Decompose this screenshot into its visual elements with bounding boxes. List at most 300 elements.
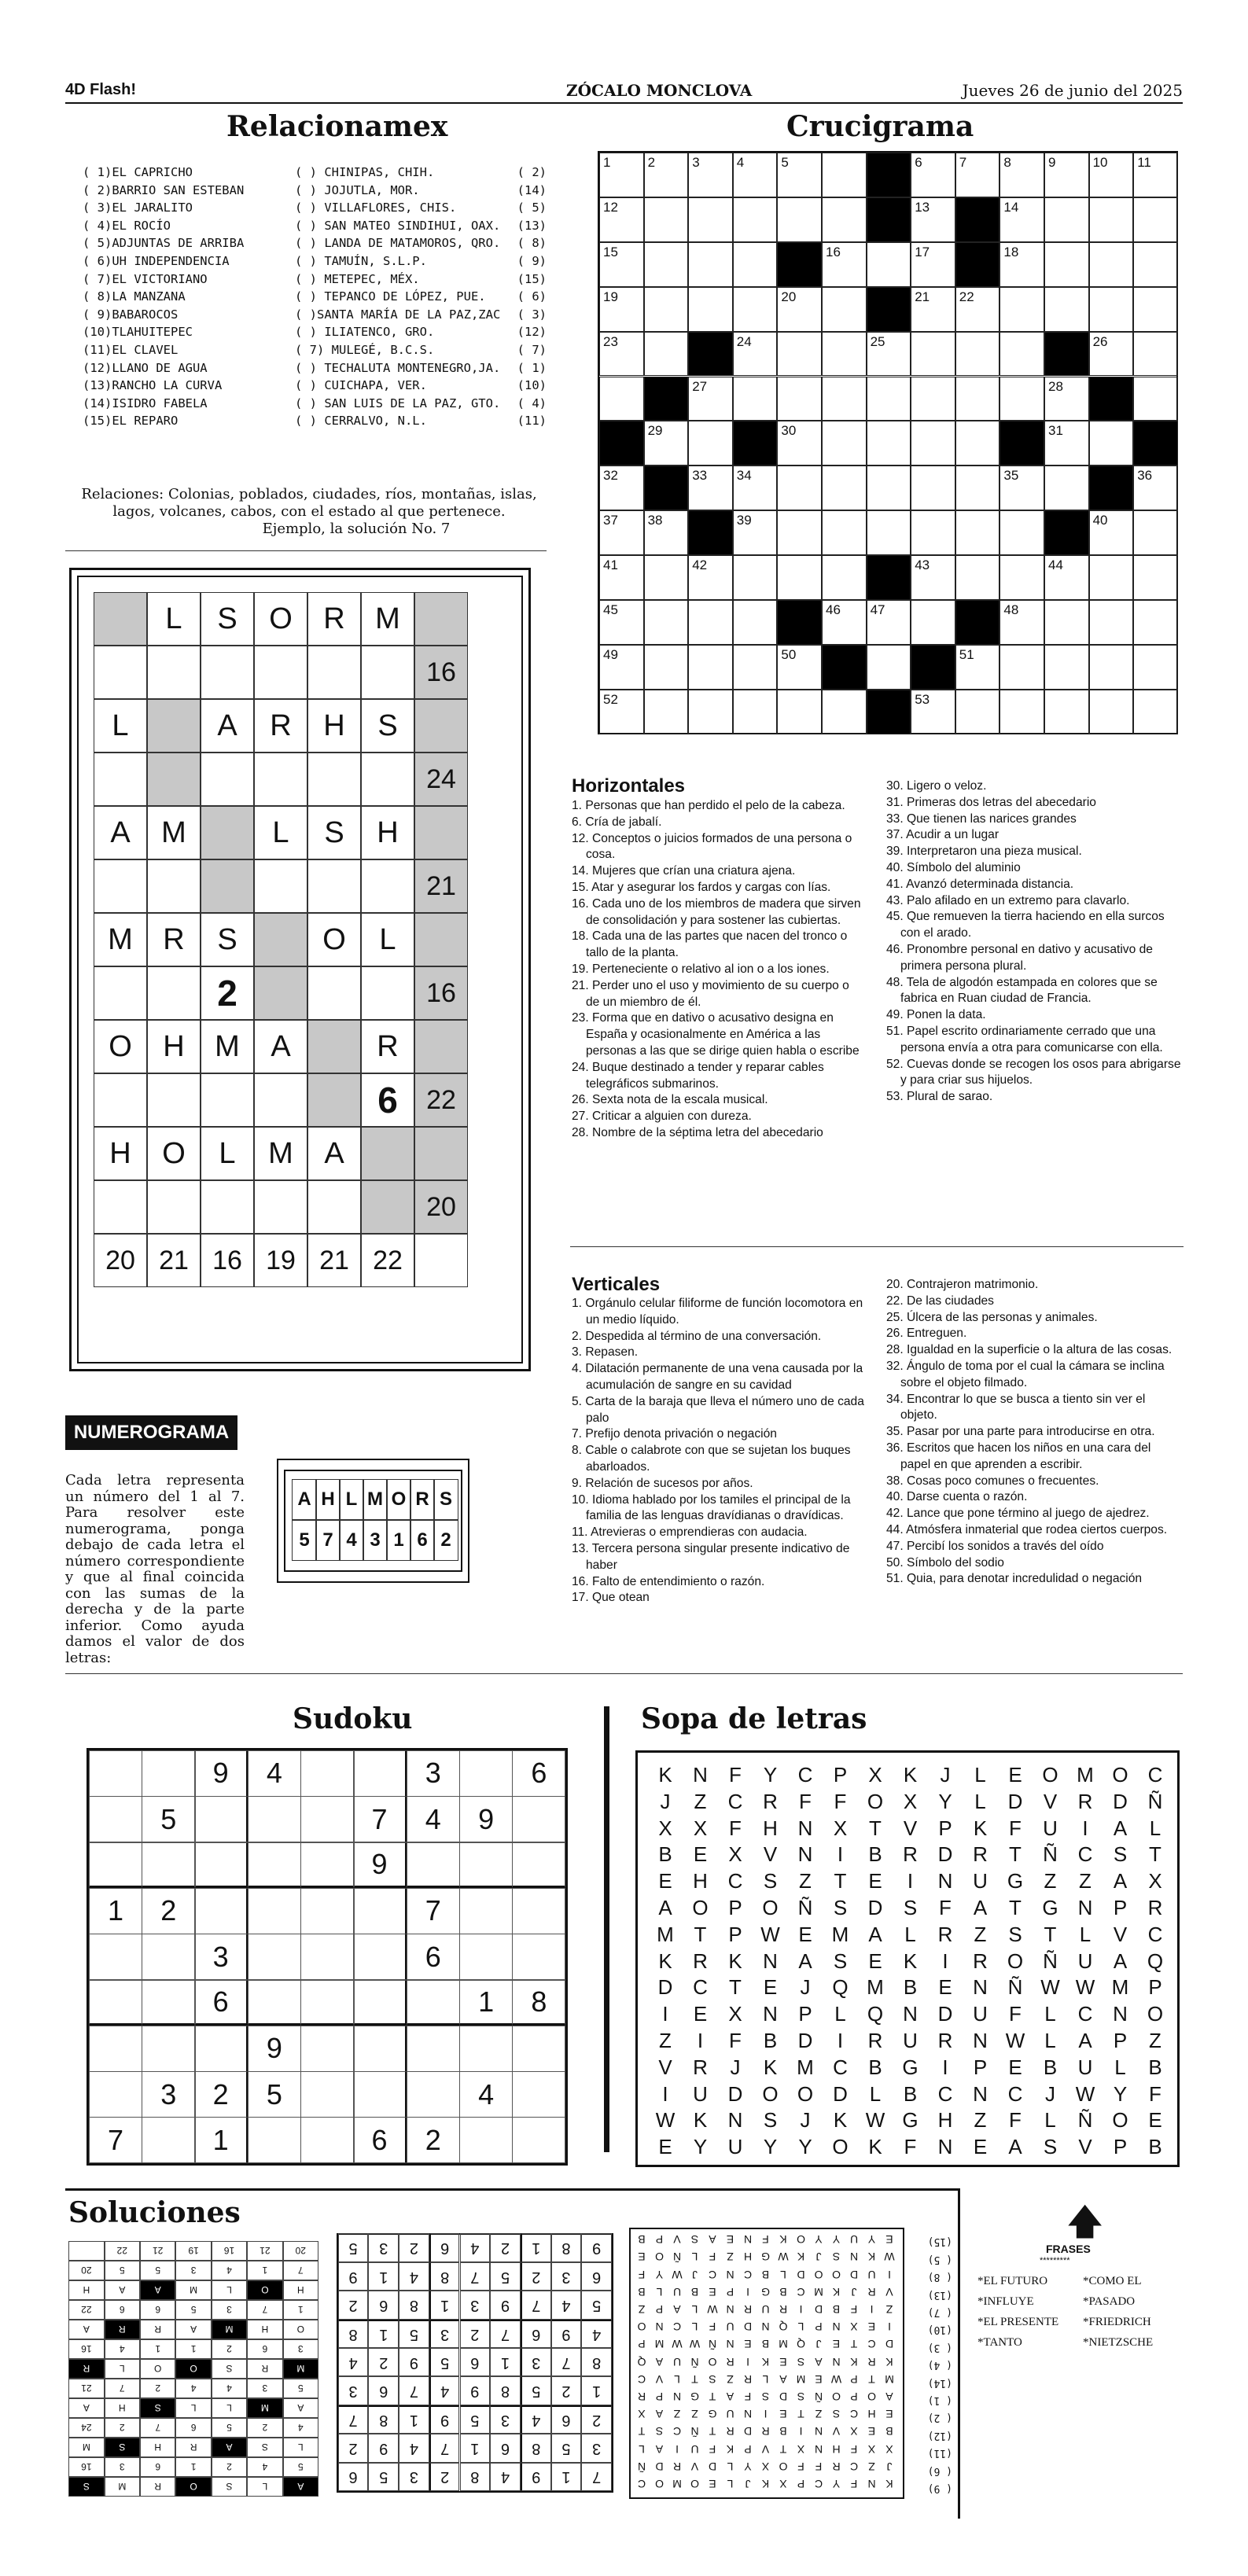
crossword-cell[interactable] bbox=[955, 153, 1000, 197]
word-search-letter[interactable]: X bbox=[693, 1816, 708, 1840]
crossword-cell[interactable] bbox=[599, 287, 644, 332]
word-search-letter[interactable]: Q bbox=[867, 2002, 884, 2026]
crossword-cell[interactable] bbox=[644, 332, 689, 377]
sudoku-cell[interactable] bbox=[512, 2117, 565, 2163]
word-search-letter[interactable]: Y bbox=[938, 1789, 952, 1813]
sudoku-cell[interactable] bbox=[248, 1934, 301, 1980]
word-search-letter[interactable]: S bbox=[903, 1896, 918, 1919]
word-search-letter[interactable]: R bbox=[937, 1922, 953, 1946]
word-search-letter[interactable]: B bbox=[1148, 2135, 1162, 2159]
word-search-letter[interactable]: I bbox=[1082, 1816, 1088, 1840]
word-search-letter[interactable]: X bbox=[868, 1763, 882, 1787]
crossword-cell[interactable] bbox=[733, 555, 778, 600]
word-search-letter[interactable]: Y bbox=[763, 2135, 778, 2159]
word-search-letter[interactable]: P bbox=[833, 1763, 848, 1787]
word-search-letter[interactable]: T bbox=[1149, 1842, 1161, 1867]
word-search-letter[interactable]: Ñ bbox=[1077, 2108, 1093, 2133]
word-search-letter[interactable]: P bbox=[938, 1816, 952, 1840]
sudoku-cell[interactable] bbox=[300, 1980, 354, 2026]
crossword-cell[interactable] bbox=[688, 287, 733, 332]
sudoku-cell[interactable] bbox=[89, 1980, 142, 2026]
word-search-letter[interactable]: X bbox=[728, 1842, 742, 1867]
crossword-cell[interactable] bbox=[822, 600, 867, 645]
word-search-letter[interactable]: C bbox=[727, 1869, 743, 1893]
word-search-letter[interactable]: K bbox=[693, 2108, 708, 2133]
word-search-letter[interactable]: M bbox=[657, 1922, 674, 1946]
word-search-letter[interactable]: P bbox=[973, 2055, 988, 2079]
sudoku-cell[interactable] bbox=[248, 1888, 301, 1934]
word-search-letter[interactable]: M bbox=[1077, 1763, 1094, 1787]
word-search-letter[interactable]: D bbox=[937, 2002, 953, 2026]
sudoku-cell[interactable] bbox=[354, 1750, 407, 1797]
word-search-letter[interactable]: U bbox=[903, 2029, 918, 2052]
crossword-cell[interactable] bbox=[777, 377, 822, 421]
word-search-letter[interactable]: Ñ bbox=[1147, 1789, 1163, 1813]
crossword-cell[interactable] bbox=[1133, 153, 1178, 197]
crossword-cell[interactable] bbox=[599, 242, 644, 287]
word-search-letter[interactable]: A bbox=[1113, 1816, 1128, 1840]
word-search-letter[interactable]: P bbox=[1148, 1975, 1162, 2000]
crossword-cell[interactable] bbox=[955, 466, 1000, 510]
sudoku-cell[interactable] bbox=[89, 1750, 142, 1797]
sudoku-cell[interactable] bbox=[248, 1842, 301, 1889]
word-search-letter[interactable]: L bbox=[1079, 1922, 1092, 1946]
word-search-letter[interactable]: S bbox=[763, 2108, 778, 2133]
word-search-letter[interactable]: B bbox=[658, 1842, 672, 1867]
crossword-cell[interactable] bbox=[1044, 690, 1089, 734]
word-search-letter[interactable]: I bbox=[662, 2002, 668, 2026]
word-search-letter[interactable]: Q bbox=[1147, 1949, 1164, 1973]
crossword-cell[interactable] bbox=[599, 153, 644, 197]
word-search-letter[interactable]: D bbox=[727, 2081, 743, 2106]
crossword-cell[interactable] bbox=[688, 197, 733, 242]
word-search-letter[interactable]: X bbox=[728, 2002, 742, 2026]
word-search-letter[interactable]: G bbox=[902, 2108, 919, 2133]
word-search-letter[interactable]: T bbox=[729, 1975, 742, 2000]
word-search-letter[interactable]: B bbox=[763, 2029, 778, 2052]
crossword-cell[interactable] bbox=[911, 690, 955, 734]
crossword-cell[interactable] bbox=[911, 600, 955, 645]
sudoku-cell[interactable] bbox=[300, 1750, 354, 1797]
word-search-letter[interactable]: X bbox=[1148, 1869, 1162, 1893]
sudoku-cell[interactable] bbox=[195, 1888, 248, 1934]
word-search-letter[interactable]: N bbox=[937, 1869, 953, 1893]
word-search-letter[interactable]: X bbox=[658, 1816, 672, 1840]
word-search-letter[interactable]: N bbox=[727, 2108, 743, 2133]
word-search-letter[interactable]: T bbox=[694, 1922, 707, 1946]
word-search-letter[interactable]: V bbox=[1078, 2135, 1092, 2159]
word-search-letter[interactable]: N bbox=[973, 2081, 988, 2106]
crossword-cell[interactable] bbox=[1000, 332, 1044, 377]
word-search-letter[interactable]: M bbox=[1111, 1975, 1129, 2000]
sudoku-cell[interactable] bbox=[354, 2071, 407, 2118]
word-search-letter[interactable]: E bbox=[658, 1869, 672, 1893]
crossword-cell[interactable] bbox=[867, 377, 911, 421]
word-search-letter[interactable]: J bbox=[800, 2108, 811, 2133]
crossword-cell[interactable] bbox=[1133, 600, 1178, 645]
crossword-cell[interactable] bbox=[1000, 466, 1044, 510]
crossword-cell[interactable] bbox=[644, 645, 689, 690]
crossword-cell[interactable] bbox=[911, 153, 955, 197]
word-search-letter[interactable]: E bbox=[973, 2135, 988, 2159]
crossword-cell[interactable] bbox=[1133, 466, 1178, 510]
crossword-cell[interactable] bbox=[733, 197, 778, 242]
sudoku-cell[interactable] bbox=[248, 1980, 301, 2026]
word-search-letter[interactable]: D bbox=[657, 1975, 673, 2000]
word-search-letter[interactable]: E bbox=[658, 2135, 672, 2159]
crossword-cell[interactable] bbox=[1133, 555, 1178, 600]
crossword-cell[interactable] bbox=[1044, 645, 1089, 690]
word-search-letter[interactable]: N bbox=[693, 1763, 708, 1787]
word-search-letter[interactable]: A bbox=[868, 1922, 882, 1946]
word-search-letter[interactable]: I bbox=[837, 2029, 844, 2052]
crossword-cell[interactable] bbox=[822, 510, 867, 555]
sudoku-cell[interactable] bbox=[459, 1842, 513, 1889]
word-search-letter[interactable]: Z bbox=[799, 1869, 812, 1893]
word-search-letter[interactable]: S bbox=[763, 1869, 778, 1893]
sudoku-cell[interactable] bbox=[142, 1750, 195, 1797]
word-search-letter[interactable]: X bbox=[903, 1789, 918, 1813]
word-search-letter[interactable]: R bbox=[693, 2055, 708, 2079]
word-search-letter[interactable]: E bbox=[1148, 2108, 1162, 2133]
crossword-cell[interactable] bbox=[911, 377, 955, 421]
word-search-letter[interactable]: G bbox=[1042, 1896, 1058, 1919]
crossword-cell[interactable] bbox=[955, 332, 1000, 377]
word-search-letter[interactable]: C bbox=[727, 1789, 743, 1813]
crossword-cell[interactable] bbox=[911, 242, 955, 287]
crossword-cell[interactable] bbox=[822, 197, 867, 242]
crossword-cell[interactable] bbox=[911, 287, 955, 332]
word-search-letter[interactable]: B bbox=[868, 1842, 882, 1867]
word-search-letter[interactable]: U bbox=[973, 1869, 988, 1893]
word-search-letter[interactable]: O bbox=[867, 1789, 884, 1813]
word-search-letter[interactable]: R bbox=[867, 2029, 883, 2052]
crossword-cell[interactable] bbox=[688, 153, 733, 197]
word-search-letter[interactable]: F bbox=[799, 1789, 812, 1813]
word-search-letter[interactable]: L bbox=[834, 2002, 846, 2026]
crossword-cell[interactable] bbox=[599, 377, 644, 421]
crossword-cell[interactable] bbox=[822, 690, 867, 734]
crossword-cell[interactable] bbox=[1044, 377, 1089, 421]
word-search-letter[interactable]: R bbox=[973, 1949, 988, 1973]
crossword-cell[interactable] bbox=[1133, 377, 1178, 421]
word-search-letter[interactable]: S bbox=[1043, 2135, 1058, 2159]
word-search-letter[interactable]: E bbox=[763, 1975, 778, 2000]
crossword-cell[interactable] bbox=[733, 287, 778, 332]
crossword-cell[interactable] bbox=[867, 466, 911, 510]
word-search-letter[interactable]: T bbox=[834, 1869, 847, 1893]
crossword-cell[interactable] bbox=[1133, 645, 1178, 690]
crossword-cell[interactable] bbox=[1089, 242, 1134, 287]
word-search-letter[interactable]: L bbox=[1149, 1816, 1161, 1840]
crossword-cell[interactable] bbox=[1000, 197, 1044, 242]
word-search-letter[interactable]: W bbox=[760, 1922, 780, 1946]
word-search-letter[interactable]: A bbox=[973, 1896, 988, 1919]
sudoku-cell[interactable] bbox=[300, 1842, 354, 1889]
word-search-letter[interactable]: K bbox=[868, 2135, 882, 2159]
word-search-letter[interactable]: C bbox=[833, 2055, 848, 2079]
word-search-letter[interactable]: Ñ bbox=[797, 1896, 813, 1919]
word-search-letter[interactable]: U bbox=[1077, 1949, 1093, 1973]
sudoku-cell[interactable] bbox=[512, 2071, 565, 2118]
word-search-letter[interactable]: K bbox=[833, 2108, 848, 2133]
crossword-cell[interactable] bbox=[1000, 377, 1044, 421]
word-search-letter[interactable]: M bbox=[831, 1922, 849, 1946]
crossword-cell[interactable] bbox=[688, 242, 733, 287]
word-search-letter[interactable]: R bbox=[973, 1842, 988, 1867]
word-search-letter[interactable]: O bbox=[1007, 1949, 1024, 1973]
word-search-letter[interactable]: T bbox=[1009, 1896, 1022, 1919]
crossword-cell[interactable] bbox=[1089, 600, 1134, 645]
word-search-letter[interactable]: Z bbox=[974, 2108, 987, 2133]
word-search-letter[interactable]: P bbox=[798, 2002, 812, 2026]
crossword-cell[interactable] bbox=[867, 242, 911, 287]
word-search-letter[interactable]: F bbox=[729, 2029, 742, 2052]
crossword-cell[interactable] bbox=[1000, 242, 1044, 287]
crossword-cell[interactable] bbox=[1089, 645, 1134, 690]
word-search-letter[interactable]: E bbox=[938, 1975, 952, 2000]
sudoku-cell[interactable] bbox=[354, 1934, 407, 1980]
crossword-cell[interactable] bbox=[1133, 690, 1178, 734]
sudoku-cell[interactable] bbox=[142, 1934, 195, 1980]
crossword-cell[interactable] bbox=[733, 600, 778, 645]
sudoku-cell[interactable] bbox=[512, 2026, 565, 2072]
word-search-letter[interactable]: F bbox=[939, 1896, 952, 1919]
word-search-letter[interactable]: B bbox=[903, 1975, 918, 2000]
word-search-letter[interactable]: D bbox=[937, 1842, 953, 1867]
crossword-cell[interactable] bbox=[1089, 197, 1134, 242]
word-search-letter[interactable]: F bbox=[834, 1789, 847, 1813]
word-search-letter[interactable]: N bbox=[973, 1975, 988, 2000]
sudoku-cell[interactable] bbox=[459, 2117, 513, 2163]
word-search-letter[interactable]: F bbox=[1149, 2081, 1161, 2106]
crossword-cell[interactable] bbox=[955, 287, 1000, 332]
word-search-letter[interactable]: E bbox=[693, 1842, 708, 1867]
crossword-cell[interactable] bbox=[1044, 242, 1089, 287]
sudoku-cell[interactable] bbox=[248, 2117, 301, 2163]
sudoku-cell[interactable] bbox=[195, 2026, 248, 2072]
crossword-cell[interactable] bbox=[644, 153, 689, 197]
sudoku-cell[interactable] bbox=[248, 1796, 301, 1842]
crossword-cell[interactable] bbox=[867, 645, 911, 690]
sudoku-cell[interactable] bbox=[89, 2026, 142, 2072]
word-search-letter[interactable]: N bbox=[1113, 2002, 1128, 2026]
crossword-cell[interactable] bbox=[733, 510, 778, 555]
word-search-letter[interactable]: B bbox=[1043, 2055, 1058, 2079]
word-search-letter[interactable]: J bbox=[660, 1789, 671, 1813]
word-search-letter[interactable]: F bbox=[729, 1816, 742, 1840]
sudoku-cell[interactable] bbox=[459, 1888, 513, 1934]
crossword-cell[interactable] bbox=[688, 377, 733, 421]
word-search-letter[interactable]: F bbox=[904, 2135, 917, 2159]
sudoku-cell[interactable] bbox=[512, 1842, 565, 1889]
crossword-cell[interactable] bbox=[688, 555, 733, 600]
crossword-cell[interactable] bbox=[1089, 332, 1134, 377]
crossword-cell[interactable] bbox=[1089, 555, 1134, 600]
word-search-letter[interactable]: P bbox=[1113, 2135, 1128, 2159]
word-search-letter[interactable]: K bbox=[973, 1816, 988, 1840]
crossword-cell[interactable] bbox=[1000, 600, 1044, 645]
crossword-cell[interactable] bbox=[1000, 645, 1044, 690]
word-search-letter[interactable]: D bbox=[867, 1896, 883, 1919]
word-search-letter[interactable]: U bbox=[1077, 2055, 1093, 2079]
crossword-cell[interactable] bbox=[733, 645, 778, 690]
crossword-cell[interactable] bbox=[777, 153, 822, 197]
sudoku-cell[interactable] bbox=[300, 1934, 354, 1980]
word-search-letter[interactable]: F bbox=[1009, 2002, 1022, 2026]
word-search-letter[interactable]: T bbox=[1044, 1922, 1057, 1946]
sudoku-cell[interactable] bbox=[300, 2117, 354, 2163]
sudoku-cell[interactable] bbox=[89, 1796, 142, 1842]
word-search-letter[interactable]: O bbox=[762, 2081, 779, 2106]
sudoku-cell[interactable] bbox=[300, 1888, 354, 1934]
sudoku-cell[interactable] bbox=[142, 2026, 195, 2072]
crossword-cell[interactable] bbox=[688, 421, 733, 466]
word-search-letter[interactable]: L bbox=[904, 1922, 916, 1946]
word-search-letter[interactable]: I bbox=[942, 2055, 948, 2079]
crossword-cell[interactable] bbox=[1000, 510, 1044, 555]
word-search-letter[interactable]: E bbox=[798, 1922, 812, 1946]
word-search-letter[interactable]: V bbox=[1113, 1922, 1128, 1946]
word-search-letter[interactable]: D bbox=[833, 2081, 848, 2106]
word-search-letter[interactable]: C bbox=[693, 1975, 708, 2000]
word-search-letter[interactable]: O bbox=[1147, 2002, 1164, 2026]
word-search-letter[interactable]: R bbox=[903, 1842, 918, 1867]
crossword-cell[interactable] bbox=[777, 332, 822, 377]
word-search-letter[interactable]: Z bbox=[659, 2029, 672, 2052]
word-search-letter[interactable]: I bbox=[837, 1842, 844, 1867]
crossword-cell[interactable] bbox=[1133, 242, 1178, 287]
crossword-cell[interactable] bbox=[911, 555, 955, 600]
word-search-letter[interactable]: J bbox=[940, 1763, 951, 1787]
crossword-cell[interactable] bbox=[1000, 153, 1044, 197]
word-search-letter[interactable]: B bbox=[903, 2081, 918, 2106]
crossword-cell[interactable] bbox=[867, 600, 911, 645]
crossword-cell[interactable] bbox=[599, 510, 644, 555]
crossword-cell[interactable] bbox=[777, 690, 822, 734]
crossword-cell[interactable] bbox=[1089, 287, 1134, 332]
word-search-letter[interactable]: O bbox=[832, 2135, 849, 2159]
sudoku-cell[interactable] bbox=[142, 2117, 195, 2163]
sudoku-cell[interactable] bbox=[142, 1980, 195, 2026]
sudoku-cell[interactable] bbox=[300, 2026, 354, 2072]
crossword-cell[interactable] bbox=[688, 600, 733, 645]
crossword-cell[interactable] bbox=[644, 197, 689, 242]
word-search-letter[interactable]: C bbox=[1077, 2002, 1093, 2026]
word-search-letter[interactable]: V bbox=[763, 1842, 778, 1867]
word-search-letter[interactable]: X bbox=[833, 1816, 848, 1840]
word-search-letter[interactable]: Z bbox=[1079, 1869, 1092, 1893]
word-search-letter[interactable]: I bbox=[697, 2029, 704, 2052]
crossword-cell[interactable] bbox=[1133, 332, 1178, 377]
word-search-letter[interactable]: R bbox=[1077, 1789, 1093, 1813]
word-search-letter[interactable]: R bbox=[693, 1949, 708, 1973]
crossword-cell[interactable] bbox=[1044, 153, 1089, 197]
crossword-cell[interactable] bbox=[733, 466, 778, 510]
crossword-cell[interactable] bbox=[1133, 197, 1178, 242]
crossword-cell[interactable] bbox=[867, 510, 911, 555]
word-search-letter[interactable]: D bbox=[1113, 1789, 1128, 1813]
crossword-cell[interactable] bbox=[822, 287, 867, 332]
word-search-letter[interactable]: O bbox=[692, 1896, 709, 1919]
word-search-letter[interactable]: G bbox=[902, 2055, 919, 2079]
crossword-cell[interactable] bbox=[955, 510, 1000, 555]
word-search-letter[interactable]: U bbox=[973, 2002, 988, 2026]
sudoku-cell[interactable] bbox=[512, 1888, 565, 1934]
word-search-letter[interactable]: V bbox=[903, 1816, 918, 1840]
word-search-letter[interactable]: P bbox=[1113, 1896, 1128, 1919]
sudoku-cell[interactable] bbox=[407, 2026, 460, 2072]
crossword-cell[interactable] bbox=[911, 197, 955, 242]
word-search-letter[interactable]: K bbox=[658, 1763, 672, 1787]
word-search-letter[interactable]: A bbox=[1008, 2135, 1022, 2159]
crossword-cell[interactable] bbox=[822, 421, 867, 466]
word-search-letter[interactable]: S bbox=[833, 1949, 848, 1973]
sudoku-cell[interactable] bbox=[89, 2071, 142, 2118]
word-search-letter[interactable]: U bbox=[727, 2135, 743, 2159]
word-search-letter[interactable]: T bbox=[869, 1816, 882, 1840]
sudoku-cell[interactable] bbox=[142, 1842, 195, 1889]
crossword-cell[interactable] bbox=[644, 555, 689, 600]
word-search-letter[interactable]: E bbox=[693, 2002, 708, 2026]
word-search-letter[interactable]: W bbox=[865, 2108, 885, 2133]
crossword-cell[interactable] bbox=[599, 332, 644, 377]
word-search-letter[interactable]: A bbox=[1078, 2029, 1092, 2052]
crossword-cell[interactable] bbox=[777, 421, 822, 466]
crossword-cell[interactable] bbox=[911, 510, 955, 555]
word-search-letter[interactable]: Y bbox=[1113, 2081, 1128, 2106]
sudoku-cell[interactable] bbox=[300, 1796, 354, 1842]
word-search-letter[interactable]: O bbox=[1042, 1763, 1058, 1787]
crossword-cell[interactable] bbox=[733, 332, 778, 377]
word-search-letter[interactable]: P bbox=[728, 1922, 742, 1946]
crossword-cell[interactable] bbox=[599, 600, 644, 645]
word-search-letter[interactable]: S bbox=[1008, 1922, 1022, 1946]
word-search-letter[interactable]: Ñ bbox=[1007, 1975, 1023, 2000]
crossword-cell[interactable] bbox=[911, 421, 955, 466]
word-search-letter[interactable]: C bbox=[1077, 1842, 1093, 1867]
crossword-cell[interactable] bbox=[867, 332, 911, 377]
word-search-letter[interactable]: M bbox=[867, 1975, 884, 2000]
word-search-letter[interactable]: C bbox=[937, 2081, 953, 2106]
crossword-cell[interactable] bbox=[644, 287, 689, 332]
crossword-cell[interactable] bbox=[777, 645, 822, 690]
word-search-letter[interactable]: C bbox=[797, 1763, 813, 1787]
word-search-letter[interactable]: I bbox=[942, 1949, 948, 1973]
crossword-cell[interactable] bbox=[1089, 153, 1134, 197]
word-search-letter[interactable]: U bbox=[1043, 1816, 1058, 1840]
crossword-cell[interactable] bbox=[733, 690, 778, 734]
sudoku-cell[interactable] bbox=[512, 1796, 565, 1842]
word-search-letter[interactable]: A bbox=[1113, 1869, 1128, 1893]
word-search-letter[interactable]: L bbox=[1044, 2002, 1056, 2026]
crossword-cell[interactable] bbox=[733, 242, 778, 287]
crossword-cell[interactable] bbox=[867, 421, 911, 466]
crossword-cell[interactable] bbox=[955, 690, 1000, 734]
crossword-cell[interactable] bbox=[1133, 287, 1178, 332]
crossword-cell[interactable] bbox=[733, 377, 778, 421]
word-search-letter[interactable]: C bbox=[1147, 1763, 1163, 1787]
sudoku-cell[interactable] bbox=[195, 1842, 248, 1889]
word-search-letter[interactable]: W bbox=[1075, 2081, 1095, 2106]
word-search-letter[interactable]: L bbox=[1044, 2029, 1056, 2052]
crossword-cell[interactable] bbox=[644, 510, 689, 555]
word-search-letter[interactable]: B bbox=[1148, 2055, 1162, 2079]
word-search-letter[interactable]: I bbox=[662, 2081, 668, 2106]
word-search-letter[interactable]: Y bbox=[763, 1763, 778, 1787]
word-search-letter[interactable]: T bbox=[1009, 1842, 1022, 1867]
sudoku-cell[interactable] bbox=[459, 1934, 513, 1980]
